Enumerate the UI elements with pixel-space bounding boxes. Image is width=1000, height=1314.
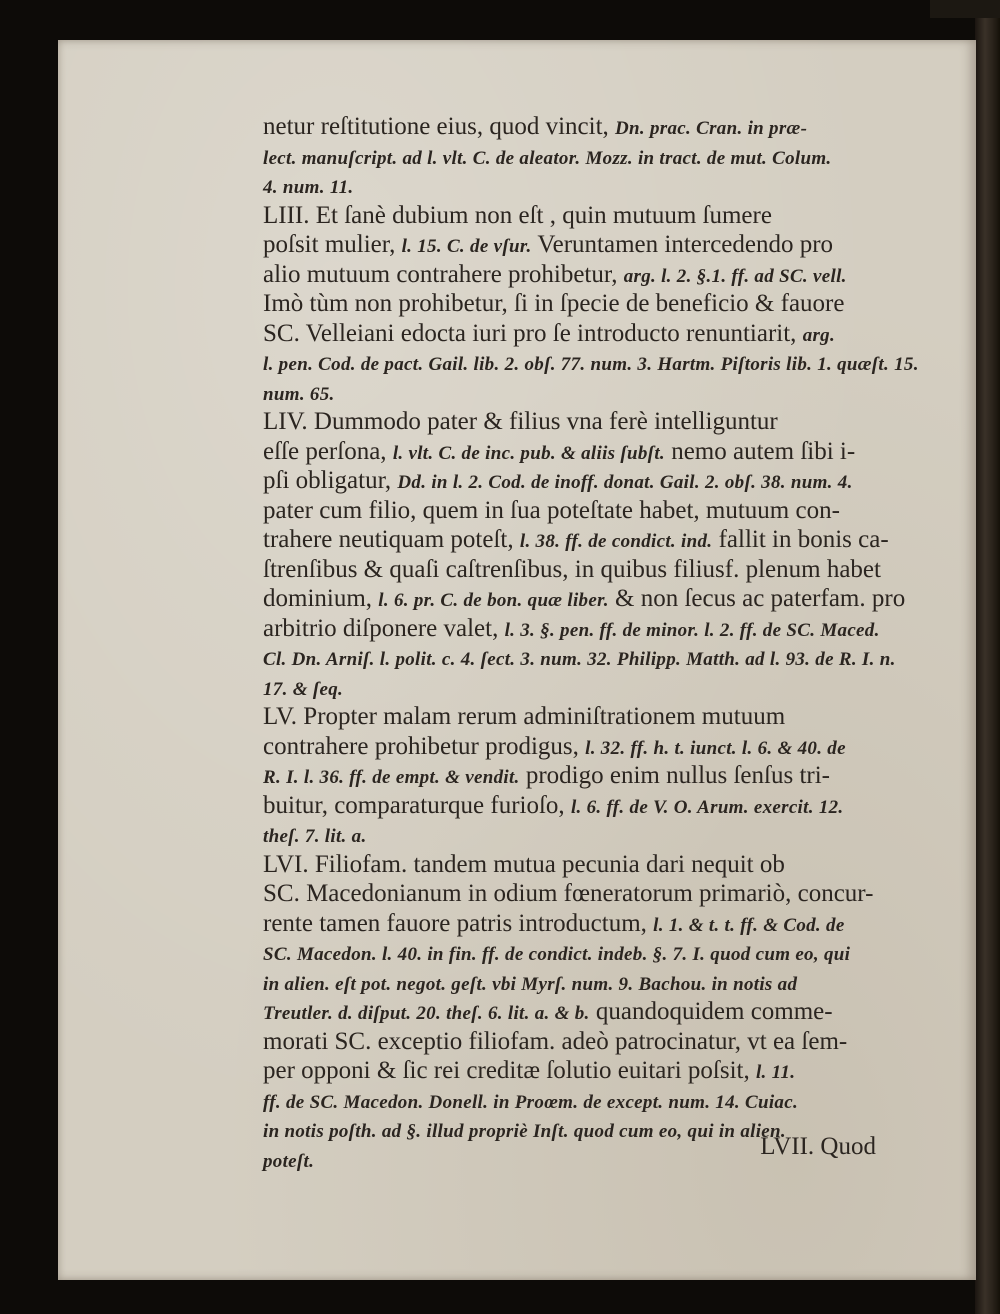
- roman-text: SC. Macedonianum in odium fœneratorum primariò, concur-: [263, 880, 874, 907]
- text-line: [263, 378, 968, 408]
- roman-text: LIV. Dummodo pater & filius vna ferè intelliguntur: [263, 408, 778, 435]
- roman-text: Veruntamen intercedendo pro: [531, 231, 834, 258]
- text-line: [263, 879, 968, 909]
- page-text-block: [263, 112, 968, 1174]
- roman-text: LV. Propter malam rerum adminiſtrationem mutuum: [263, 703, 786, 730]
- text-line: [263, 171, 968, 201]
- text-line: [263, 112, 968, 142]
- book-spine-edge: [975, 0, 1000, 1314]
- citation-italic: l. 3. §. pen. ff. de minor. l. 2. ff. de SC. Maced.: [504, 619, 880, 641]
- citation-italic: ff. de SC. Macedon. Donell. in Proœm. de except. num. 14. Cuiac.: [263, 1091, 799, 1113]
- citation-italic: Dd. in l. 2. Cod. de inoff. donat. Gail. 2. obſ. 38. num. 4.: [397, 472, 853, 493]
- text-line: [263, 909, 968, 939]
- citation-italic: in alien. eſt pot. negot. geſt. vbi Myrſ. num. 9. Bachou. in notis ad: [263, 973, 798, 995]
- roman-text: LIII. Et ſanè dubium non eſt , quin mutuum ſumere: [263, 201, 772, 229]
- text-line: [263, 407, 968, 437]
- citation-italic: num. 65.: [263, 383, 335, 405]
- text-line: [263, 496, 968, 526]
- text-line: [263, 614, 968, 644]
- citation-italic: 4. num. 11.: [263, 177, 354, 198]
- text-line: [263, 555, 968, 585]
- text-line: [263, 732, 968, 762]
- citation-italic: poteſt.: [263, 1150, 315, 1172]
- roman-text: & non ſecus ac paterfam. pro: [608, 585, 906, 612]
- text-line: [263, 673, 968, 703]
- roman-text: prodigo enim nullus ſenſus tri-: [519, 762, 830, 789]
- roman-text: per opponi & ſic rei creditæ ſolutio euitari poſsit,: [263, 1057, 756, 1084]
- text-line: [263, 1056, 968, 1086]
- roman-text: arbitrio diſponere valet,: [263, 614, 505, 642]
- citation-italic: Dn. prac. Cran. in præ-: [615, 118, 808, 139]
- text-line: [263, 584, 968, 614]
- text-line: [263, 791, 968, 821]
- text-line: [263, 938, 968, 968]
- text-line: [263, 260, 968, 290]
- citation-italic: l. 38. ff. de condict. ind.: [519, 531, 713, 552]
- roman-text: quandoquidem comme-: [589, 998, 833, 1025]
- roman-text: netur reſtitutione eius, quod vincit,: [263, 113, 616, 140]
- citation-italic: Cl. Dn. Arniſ. l. polit. c. 4. ſect. 3. num. 32. Philipp. Matth. ad l. 93. de R. I. n.: [263, 649, 896, 670]
- citation-italic: l. vlt. C. de inc. pub. & aliis ſubſt.: [392, 442, 665, 464]
- citation-italic: l. 1. & t. t. ff. & Cod. de: [653, 914, 845, 936]
- citation-italic: l. 11.: [755, 1062, 796, 1083]
- citation-italic: arg. l. 2. §.1. ff. ad SC. vell.: [623, 265, 847, 287]
- text-line: [263, 142, 968, 172]
- text-line: [263, 319, 968, 349]
- text-line: [263, 1027, 968, 1057]
- roman-text: rente tamen fauore patris introductum,: [263, 909, 654, 937]
- catchword: LVII. Quod: [760, 1133, 876, 1160]
- text-line: [263, 761, 968, 791]
- roman-text: contrahere prohibetur prodigus,: [263, 732, 586, 760]
- roman-text: nemo autem ſibi i-: [664, 437, 856, 465]
- citation-italic: arg.: [802, 324, 836, 346]
- text-line: [263, 437, 968, 467]
- citation-italic: l. 32. ff. h. t. iunct. l. 6. & 40. de: [585, 737, 846, 759]
- roman-text: pater cum filio, quem in ſua poteſtate habet, mutuum con-: [263, 496, 840, 524]
- citation-italic: l. 6. ff. de V. O. Arum. exercit. 12.: [570, 796, 844, 818]
- book-page: [58, 40, 976, 1280]
- text-line: [263, 1086, 968, 1116]
- cover-edge: [930, 0, 1000, 18]
- text-line: [263, 968, 968, 998]
- text-line: [263, 230, 968, 260]
- citation-italic: l. 6. pr. C. de bon. quæ liber.: [378, 590, 609, 611]
- roman-text: pſi obligatur,: [263, 467, 398, 494]
- citation-italic: SC. Macedon. l. 40. in fin. ff. de condict. indeb. §. 7. I. quod cum eo, qui: [263, 944, 851, 965]
- text-line: [263, 997, 968, 1027]
- text-line: [263, 466, 968, 496]
- text-line: [263, 348, 968, 378]
- citation-italic: l. pen. Cod. de pact. Gail. lib. 2. obſ. 77. num. 3. Hartm. Piſtoris lib. 1. quæſt. 15.: [263, 354, 919, 375]
- text-line: [263, 850, 968, 880]
- text-line: [263, 289, 968, 319]
- roman-text: Imò tùm non prohibetur, ſi in ſpecie de beneficio & fauore: [263, 290, 845, 317]
- roman-text: LVI. Filiofam. tandem mutua pecunia dari nequit ob: [263, 850, 785, 878]
- roman-text: fallit in bonis ca-: [712, 526, 889, 553]
- citation-italic: in notis poſth. ad §. illud propriè Inſt. quod cum eo, qui in alien.: [263, 1121, 786, 1142]
- text-line: [263, 820, 968, 850]
- citation-italic: lect. manuſcript. ad l. vlt. C. de aleator. Mozz. in tract. de mut. Colum.: [263, 147, 832, 169]
- roman-text: morati SC. exceptio filiofam. adeò patrocinatur, vt ea ſem-: [263, 1027, 848, 1055]
- citation-italic: Treutler. d. diſput. 20. theſ. 6. lit. a. & b.: [263, 1003, 590, 1024]
- text-line: [263, 702, 968, 732]
- roman-text: alio mutuum contrahere prohibetur,: [263, 260, 624, 288]
- citation-italic: 17. & ſeq.: [263, 678, 344, 700]
- roman-text: poſsit mulier,: [263, 231, 402, 258]
- roman-text: trahere neutiquam poteſt,: [263, 526, 520, 553]
- citation-italic: R. I. l. 36. ff. de empt. & vendit.: [263, 767, 520, 788]
- citation-italic: l. 15. C. de vſur.: [401, 236, 532, 257]
- roman-text: eſſe perſona,: [263, 437, 393, 465]
- roman-text: ſtrenſibus & quaſi caſtrenſibus, in quibus filiusf. plenum habet: [263, 555, 881, 583]
- text-line: [263, 525, 968, 555]
- roman-text: dominium,: [263, 585, 379, 612]
- roman-text: buitur, comparaturque furioſo,: [263, 791, 571, 819]
- citation-italic: theſ. 7. lit. a.: [263, 826, 367, 847]
- text-line: [263, 201, 968, 231]
- text-line: [263, 643, 968, 673]
- roman-text: SC. Velleiani edocta iuri pro ſe introducto renuntiarit,: [263, 319, 803, 347]
